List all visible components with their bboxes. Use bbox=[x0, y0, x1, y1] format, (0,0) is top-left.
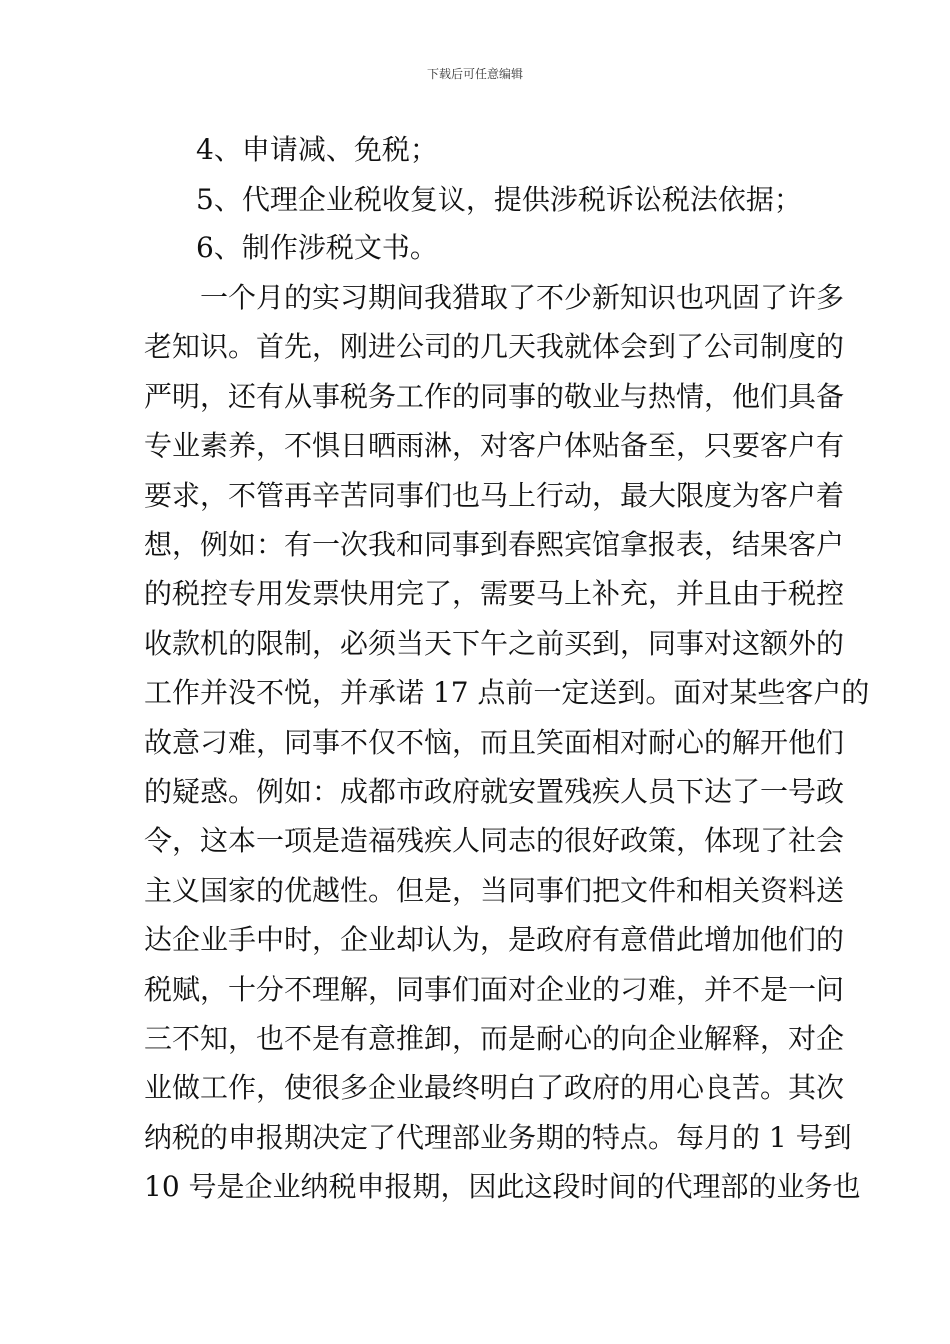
list-item: 6、制作涉税文书。 bbox=[196, 231, 438, 264]
paragraph-line: 老知识。首先，刚进公司的几天我就体会到了公司制度的 bbox=[144, 330, 845, 364]
paragraph-line: 工作并没不悦，并承诺 17 点前一定送到。面对某些客户的 bbox=[144, 676, 870, 710]
paragraph-line: 税赋，十分不理解，同事们面对企业的刁难，并不是一问 bbox=[144, 972, 845, 1006]
paragraph-line: 10 号是企业纳税申报期，因此这段时间的代理部的业务也 bbox=[144, 1170, 861, 1204]
paragraph-line: 想，例如：有一次我和同事到春熙宾馆拿报表，结果客户 bbox=[144, 528, 845, 561]
list-item: 5、代理企业税收复议，提供涉税诉讼税法依据； bbox=[196, 183, 802, 216]
paragraph-line: 一个月的实习期间我猎取了不少新知识也巩固了许多 bbox=[200, 281, 845, 314]
paragraph-line: 故意刁难，同事不仅不恼，而且笑面相对耐心的解开他们 bbox=[144, 725, 845, 759]
paragraph-line: 业做工作，使很多企业最终明白了政府的用心良苦。其次 bbox=[144, 1071, 845, 1105]
paragraph-line: 严明，还有从事税务工作的同事的敬业与热情，他们具备 bbox=[144, 379, 845, 413]
paragraph-line: 的疑惑。例如：成都市政府就安置残疾人员下达了一号政 bbox=[144, 775, 845, 808]
paragraph-line: 专业素养，不惧日晒雨淋，对客户体贴备至，只要客户有 bbox=[144, 429, 845, 463]
paragraph-line: 三不知，也不是有意推卸，而是耐心的向企业解释，对企 bbox=[144, 1022, 845, 1055]
paragraph-line: 主义国家的优越性。但是，当同事们把文件和相关资料送 bbox=[144, 873, 845, 907]
paragraph-line: 纳税的申报期决定了代理部业务期的特点。每月的 1 号到 bbox=[144, 1120, 852, 1154]
paragraph-line: 令，这本一项是造福残疾人同志的很好政策，体现了社会 bbox=[144, 824, 845, 858]
paragraph-line: 的税控专用发票快用完了，需要马上补充，并且由于税控 bbox=[144, 577, 845, 611]
page-header-note: 下载后可任意编辑 bbox=[426, 67, 523, 81]
paragraph-line: 达企业手中时，企业却认为，是政府有意借此增加他们的 bbox=[144, 923, 845, 957]
list-item: 4、申请减、免税； bbox=[196, 133, 438, 166]
paragraph-line: 收款机的限制，必须当天下午之前买到，同事对这额外的 bbox=[144, 626, 845, 660]
paragraph-line: 要求，不管再辛苦同事们也马上行动，最大限度为客户着 bbox=[144, 478, 845, 512]
